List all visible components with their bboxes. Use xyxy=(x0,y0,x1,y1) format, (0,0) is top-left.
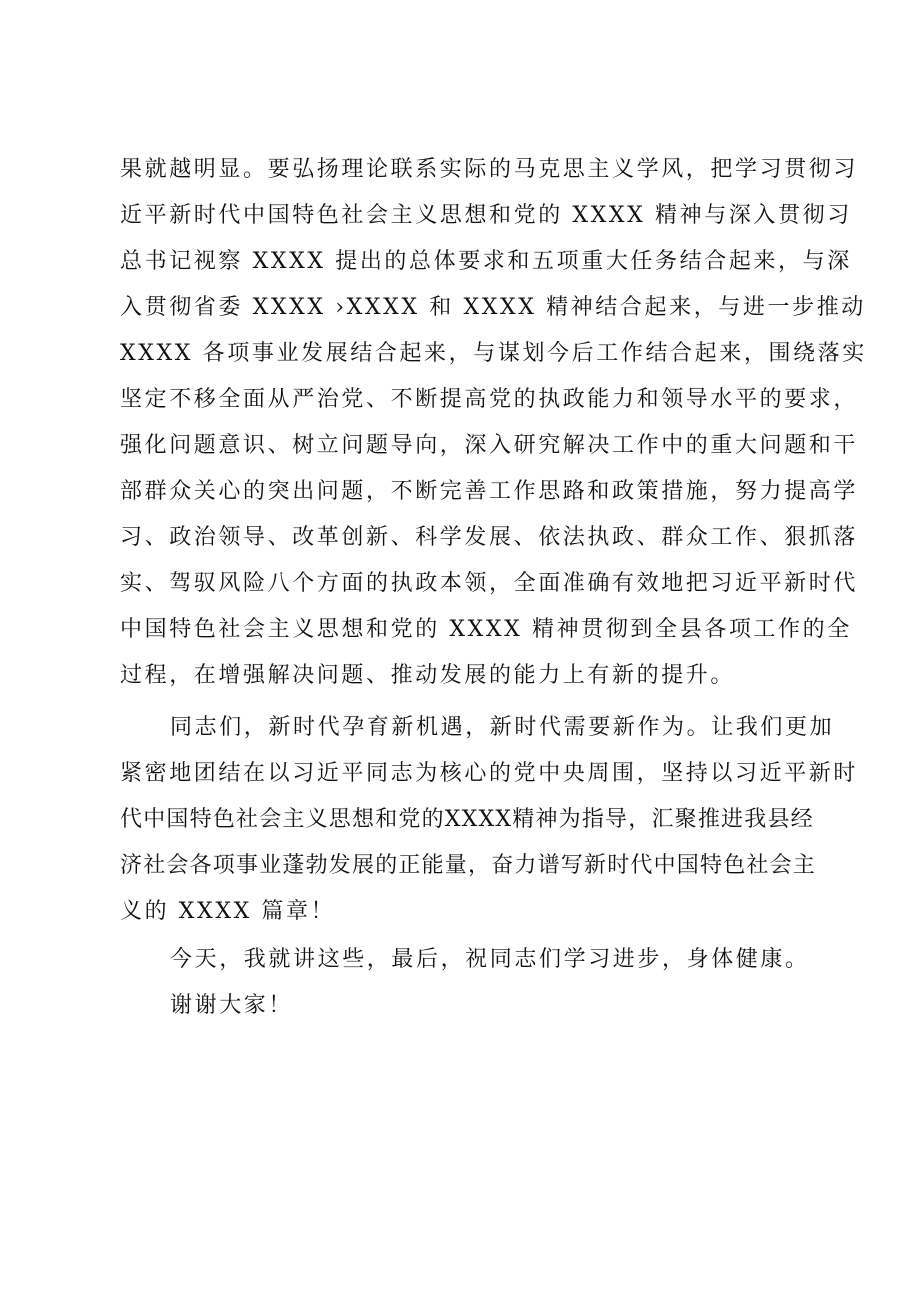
text-line: 部群众关心的突出问题，不断完善工作思路和政策措施，努力提高学 xyxy=(120,479,859,504)
text-line: 紧密地团结在以习近平同志为核心的党中央周围，坚持以习近平新时 xyxy=(120,761,859,786)
text-line: 强化问题意识、树立问题导向，深入研究解决工作中的重大问题和干 xyxy=(120,433,859,458)
text-line: 实、驾驭风险八个方面的执政本领，全面准确有效地把习近平新时代 xyxy=(120,571,859,596)
text-line: 代中国特色社会主义思想和党的XXXX精神为指导，汇聚推进我县经 xyxy=(120,807,814,832)
text-line: 过程，在增强解决问题、推动发展的能力上有新的提升。 xyxy=(120,663,736,688)
text-line: 坚定不移全面从严治党、不断提高党的执政能力和领导水平的要求， xyxy=(120,387,859,412)
text-line: 谢谢大家！ xyxy=(170,993,294,1018)
text-line: 义的 XXXX 篇章！ xyxy=(120,899,336,924)
text-line: 济社会各项事业蓬勃发展的正能量，奋力谱写新时代中国特色社会主 xyxy=(120,853,817,878)
text-line: 习、政治领导、改革创新、科学发展、依法执政、群众工作、狠抓落 xyxy=(120,525,859,550)
text-line: 果就越明显。要弘扬理论联系实际的马克思主义学风，把学习贯彻习 xyxy=(120,157,859,182)
text-line: 今天，我就讲这些，最后，祝同志们学习进步，身体健康。 xyxy=(170,947,810,972)
text-line: 中国特色社会主义思想和党的 XXXX 精神贯彻到全县各项工作的全 xyxy=(120,617,852,642)
text-line: 总书记视察 XXXX 提出的总体要求和五项重大任务结合起来，与深 xyxy=(120,249,852,274)
text-line: 同志们，新时代孕育新机遇，新时代需要新作为。让我们更加 xyxy=(170,715,835,740)
text-line: 入贯彻省委 XXXX ›XXXX 和 XXXX 精神结合起来，与进一步推动 xyxy=(120,295,866,320)
text-line: 近平新时代中国特色社会主义思想和党的 XXXX 精神与深入贯彻习 xyxy=(120,203,852,228)
text-line: XXXX 各项事业发展结合起来，与谋划今后工作结合起来，围绕落实 xyxy=(120,341,867,366)
